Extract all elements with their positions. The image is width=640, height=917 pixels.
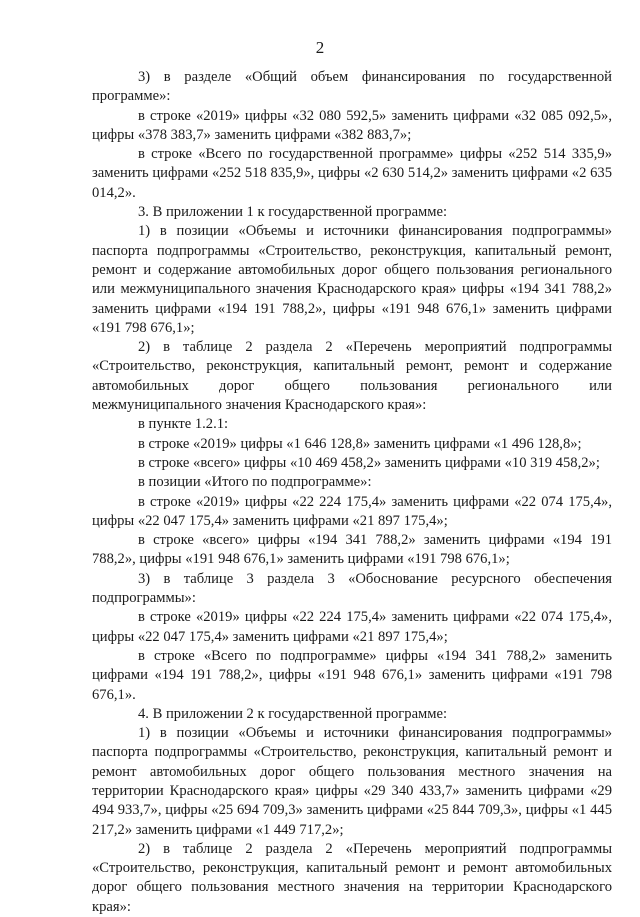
- paragraph: в строке «всего» цифры «194 341 788,2» заменить цифрами «194 191 788,2», цифры «191 948 676,1» заменить цифрами «191 798 676,1»;: [92, 532, 612, 568]
- paragraph: в строке «2019» цифры «22 224 175,4» заменить цифрами «22 074 175,4», цифры «22 047 175,4» заменить цифрами «21 897 175,4»;: [92, 609, 612, 645]
- paragraph: 2) в таблице 2 раздела 2 «Перечень мероприятий подпрограммы «Строительство, реконструкция, капитальный ремонт и ремонт автомобильных дорог общего пользования местного значения на территории Краснодарского края»:: [92, 840, 612, 915]
- paragraph: 4. В приложении 2 к государственной программе:: [138, 705, 448, 722]
- paragraph: 3) в разделе «Общий объем финансирования по государственной программе»:: [92, 69, 612, 105]
- page-number: 2: [315, 38, 325, 57]
- paragraph: 1) в позиции «Объемы и источники финансирования подпрограммы» паспорта подпрограммы «Строительство, реконструкция, капитальный ремонт, ремонт и содержание автомобильных дорог общего пользования регионального или межмуниципального значения Краснодарского края» цифры «194 341 788,2» заменить цифрами «194 191 788,2», цифры «191 948 676,1» заменить цифрами «191 798 676,1»;: [92, 223, 612, 336]
- paragraph: 2) в таблице 2 раздела 2 «Перечень мероприятий подпрограммы «Строительство, реконструкция, капитальный ремонт, ремонт и содержание автомобильных дорог общего пользования регионального или межмуниципального значения Краснодарского края»:: [92, 339, 612, 414]
- paragraph: в строке «2019» цифры «1 646 128,8» заменить цифрами «1 496 128,8»;: [138, 435, 582, 452]
- paragraph: 1) в позиции «Объемы и источники финансирования подпрограммы» паспорта подпрограммы «Строительство, реконструкция, капитальный ремонт и ремонт автомобильных дорог общего пользования местного значения на территории Краснодарского края» цифры «29 340 433,7» заменить цифрами «29 494 933,7», цифры «25 694 709,3» заменить цифрами «25 844 709,3», цифры «1 445 217,2» заменить цифрами «1 449 717,2»;: [92, 725, 612, 838]
- paragraph: в строке «2019» цифры «32 080 592,5» заменить цифрами «32 085 092,5», цифры «378 383,7» заменить цифрами «382 883,7»;: [92, 107, 612, 143]
- paragraph: в строке «Всего по государственной программе» цифры «252 514 335,9» заменить цифрами «252 518 835,9», цифры «2 630 514,2» заменить цифрами «2 635 014,2».: [92, 146, 612, 201]
- paragraph: в строке «Всего по подпрограмме» цифры «194 341 788,2» заменить цифрами «194 191 788,2», цифры «191 948 676,1» заменить цифрами «191 798 676,1».: [92, 647, 612, 703]
- document-body: [92, 68, 612, 917]
- paragraph: 3. В приложении 1 к государственной программе:: [138, 204, 448, 221]
- paragraph: в позиции «Итого по подпрограмме»:: [138, 474, 372, 491]
- paragraph: в строке «всего» цифры «10 469 458,2» заменить цифрами «10 319 458,2»;: [138, 454, 600, 471]
- paragraph: в пункте 1.2.1:: [138, 416, 229, 433]
- paragraph: в строке «2019» цифры «22 224 175,4» заменить цифрами «22 074 175,4», цифры «22 047 175,4» заменить цифрами «21 897 175,4»;: [92, 493, 612, 529]
- paragraph: 3) в таблице 3 раздела 3 «Обоснование ресурсного обеспечения подпрограммы»:: [92, 570, 612, 607]
